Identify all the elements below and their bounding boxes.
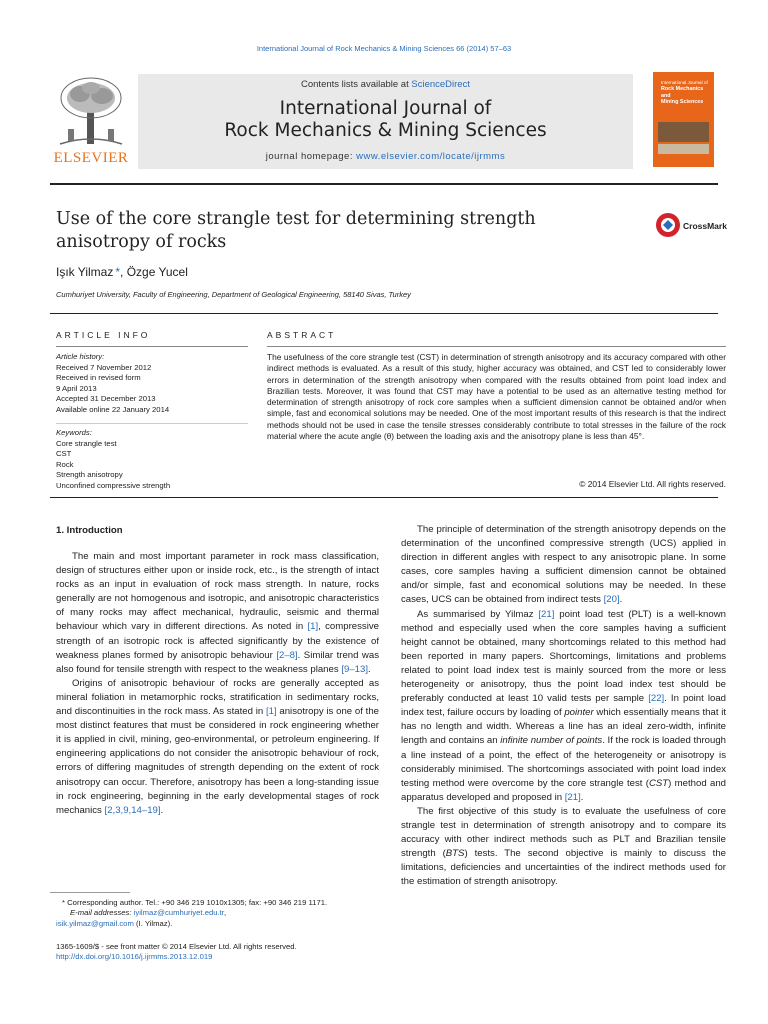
text-run: ) method and apparatus developed and proposed in [401,777,726,803]
article-history [56,352,256,416]
journal-title-line1: International Journal of [279,98,492,119]
text-run: . [368,663,371,675]
text-run: The first objective of this study is to evaluate the usefulness of core strangle test in determination of strength anisotropy and to compare its accuracy with other indirect methods such as PLT and Brazilian tensile strength ( [401,805,726,860]
article-title [56,208,616,254]
cover-image [658,122,709,142]
abstract-divider [50,497,718,498]
cover-title [661,80,711,106]
footnote [56,898,386,929]
front-matter [56,942,456,963]
crossmark-icon [655,212,681,240]
text-run: , compressive strength of an isotropic rock is affected significantly by the existence of weakness planes formed by anisotropic behaviour [56,621,379,661]
cover-title-line1: International Journal of [661,80,708,85]
text-run: anisotropy is one of the most distinct features that must be considered in rock engineering whether it is applied in civil, mining, geo-environmental, or petroleum engineering. If engineering applications do not consider the anisotropic behaviour of rock, errors of differing magnitudes of strength depending on the extent of rock anisotropy can occur. Therefore, anisotropy has been a long-standing issue in rock engineering, beginning in the early developmental stages of rock mechanics [56,706,379,816]
affiliation: Cumhuriyet University, Faculty of Engineering, Department of Geological Engineering, 58140 Sivas, Turkey [56,290,411,299]
text-run: The main and most important parameter in rock mass classification, design of structures either upon or inside rock, etc., is the strength of intact rocks as an input in evaluation of rock mass strength. In nature, rocks generally are not homogenous and isotropic, and anisotropic characteristics of many rocks may affect mechanical, hydraulic, seismic and thermal behaviour which vary in different directions. As noted in [56,551,379,633]
text-run: . In point load index test, failure occurs by loading of [401,693,726,719]
journal-title [138,98,633,142]
header-divider [50,313,718,314]
body-paragraph [56,550,379,677]
email-link[interactable]: iyilmaz@cumhuriyet.edu.tr [133,908,224,918]
journal-title-line2: Rock Mechanics & Mining Sciences [224,120,547,141]
text-run: point load test (PLT) is a well-known method and especially used when the core samples having a sufficient height cannot be obtained, many shortcomings related to this method had been reported in many papers. Shortcomings, limitations and problems related to point load index test is mainly sourced from the more or less heterogeneity or anisotropy, thus the point load index test should be preferably conducted at least 10 valid tests per sample [401,608,726,705]
text-run: . Similar trend was also found for tensile strength with respect to the weakness planes [56,649,379,675]
elsevier-wordmark: ELSEVIER [53,150,129,166]
history-entry: Accepted 31 December 2013 [56,394,156,404]
contents-line [138,79,633,90]
body-paragraph [401,608,726,805]
article-info-header: ARTICLE INFO [56,330,151,340]
body-paragraph [401,805,726,890]
abstract-text: The usefulness of the core strangle test (CST) in determination of strength anisotropy and its accuracy compared with other indirect methods is evaluated. As a result of this study, higher accuracy was obtained, and CST led to considerably lower errors in determination of the strength anisotropy when compared with the results obtained from point load index and Brazilian tests. Moreover, it was found that CST may have a potential to be used as an alternative testing method for determination of strength anisotropy of rock core samples when a sufficient dimension cannot be obtained and/or when simple, fast and economical solutions may be needed. One of the most important results of this research is that the indirect methods should not be used in case the tensile stresses considerably contribute to total stresses in the failure of the rock material where the acute angle (θ) between the loading axis and the anisotropy plane is less than 45°. [267,352,726,442]
running-header[interactable]: International Journal of Rock Mechanics & Mining Sciences 66 (2014) 57–63 [256,44,512,53]
citation-link[interactable]: [9–13] [341,663,368,675]
keyword: Strength anisotropy [56,470,123,480]
cover-title-line3: and [661,92,671,99]
citation-link[interactable]: [2–8] [276,649,298,661]
keywords-label: Keywords: [56,428,92,437]
history-entry: Received 7 November 2012 [56,362,152,372]
issn-line: 1365-1609/$ - see front matter © 2014 Elsevier Ltd. All rights reserved. [56,942,297,951]
keyword: Rock [56,459,74,469]
body-paragraph [401,523,726,608]
citation-link[interactable]: [2,3,9,14–19] [104,804,161,816]
history-entry: 9 April 2013 [56,383,97,393]
text-run: . If the rock is loaded through a line instead of a point, the effect of the heterogeneity or anisotropy is considerably minimised. The shortcomings associated with point load index testing method were overcome by the core strangle test ( [401,735,726,789]
footnote-rule [50,892,130,893]
keywords [56,428,256,492]
italic-term: infinite number of points [500,735,603,747]
text-run: As summarised by Yilmaz [417,608,539,620]
body-right-column [401,523,726,889]
history-entry: Received in revised form [56,373,141,383]
email-label: E-mail addresses: [70,908,134,918]
journal-masthead [50,74,718,169]
author-separator: , [120,265,127,279]
author-list [56,265,188,279]
abstract-rule [267,346,726,347]
article-history-label: Article history: [56,352,105,361]
text-run: which essentially means that it has no length and width. Whereas a line has an ideal zero-width, infinite length and contains an [401,707,726,747]
email-separator: , [223,908,227,918]
citation-link[interactable]: [1] [307,621,319,633]
contents-prefix: Contents lists available at [301,79,412,90]
text-run: . [619,594,623,606]
journal-banner [138,74,633,169]
cover-footer-band [658,144,709,154]
text-run: . [580,791,584,803]
crossmark-label: CrossMark [683,221,727,231]
author-name: Işık Yilmaz [56,265,114,279]
journal-cover-thumbnail[interactable] [653,72,714,167]
journal-homepage [138,151,633,162]
article-info-rule [56,346,248,347]
italic-term: CST [648,777,669,789]
text-run: The principle of determination of the strength anisotropy depends on the determination of the unconfined compressive strength (UCS) applied in direction in different angles with respect to any anisotropic plane. In some cases, core samples having a sufficient dimension cannot be obtained and/or simple, fast and economical solutions may be needed. In these cases, UCS can be obtained from indirect tests [401,524,726,606]
author-name: Özge Yucel [126,265,188,279]
article-title-line2: anisotropy of rocks [56,232,227,252]
citation-link[interactable]: [20] [603,594,620,606]
citation-link[interactable]: [1] [265,706,277,718]
doi-link[interactable]: http://dx.doi.org/10.1016/j.ijrmms.2013.12.019 [56,952,213,962]
italic-term: pointer [564,707,594,719]
abstract-header: ABSTRACT [267,330,337,340]
article-title-line1: Use of the core strangle test for determining strength [56,209,536,229]
text-run: ) tests. The second objective is mainly to discuss the limitations, deficiencies and uncertainties of the indirect methods used for the estimation of strength anisotropy. [401,848,726,888]
corresponding-author-note: * Corresponding author. Tel.: +90 346 219 1010x1305; fax: +90 346 219 1171. [62,898,328,907]
body-left-column [56,550,379,818]
italic-term: BTS [445,848,465,860]
citation-link[interactable]: [21] [564,791,581,803]
sciencedirect-link[interactable]: ScienceDirect [411,79,470,90]
keyword: CST [56,449,72,459]
homepage-link[interactable]: www.elsevier.com/locate/ijrmms [356,151,506,162]
abstract-copyright: © 2014 Elsevier Ltd. All rights reserved. [579,479,726,489]
keywords-rule [56,423,248,424]
citation-link[interactable]: [21] [538,608,555,620]
text-run: Origins of anisotropic behaviour of rocks are generally accepted as mineral foliation in metamorphic rocks, stratification in sedimentary rocks, and discontinuities in the rock mass. As stated in [56,677,379,718]
citation-link[interactable]: [22] [648,693,665,705]
elsevier-tree-icon [50,74,132,150]
text-run: . [160,804,164,816]
history-entry: Available online 22 January 2014 [56,404,170,414]
masthead-divider [50,183,718,185]
email-link[interactable]: isik.yilmaz@gmail.com [56,918,134,928]
crossmark-button[interactable] [655,212,735,242]
email-owner: (I. Yilmaz). [133,918,173,928]
keyword: Core strangle test [56,438,117,448]
keyword: Unconfined compressive strength [56,480,171,490]
cover-title-line2: Rock Mechanics [661,86,704,93]
homepage-prefix: journal homepage: [265,151,357,162]
elsevier-logo[interactable] [50,74,132,169]
corresponding-author-marker[interactable]: * [115,265,121,279]
body-paragraph [56,677,379,818]
cover-title-line4: Mining Sciences [661,99,704,106]
section-heading-introduction: 1. Introduction [56,525,123,536]
